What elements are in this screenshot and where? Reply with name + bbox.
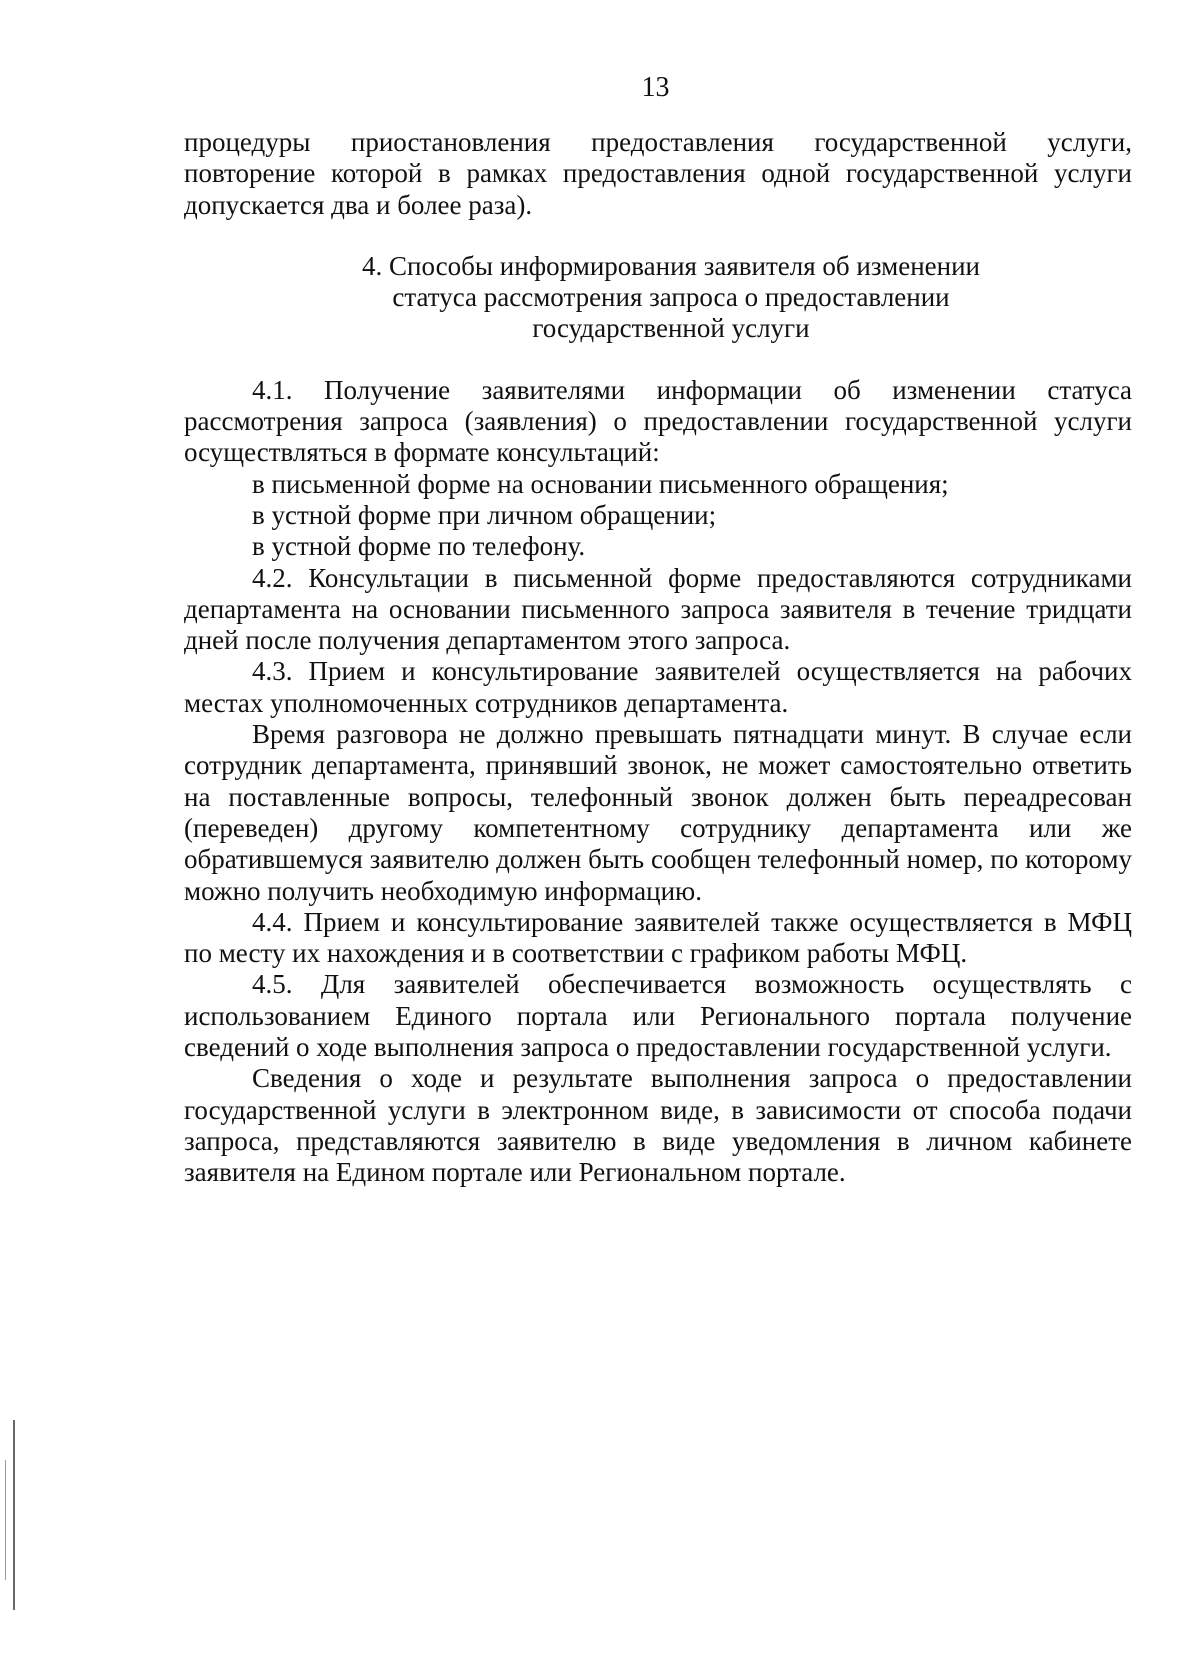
continued-paragraph: процедуры приостановления предоставления государственной услуги, повторение которой в рамках предоставления одной государственной услуги допускается два и более раза).	[184, 127, 1132, 220]
list-item-written-form: в письменной форме на основании письменного обращения;	[252, 468, 949, 499]
scan-edge-line	[13, 1420, 15, 1610]
list-item-oral-personal: в устной форме при личном обращении;	[252, 499, 717, 530]
paragraph-electronic-status: Сведения о ходе и результате выполнения запроса о предоставлении государственной услуги в электронном виде, в зависимости от способа подачи запроса, представляются заявителю в виде уведомления в личном кабинете заявителя на Едином портале или Региональном портале.	[184, 1063, 1132, 1188]
page-number: 13	[641, 72, 670, 103]
paragraph-4-5: 4.5. Для заявителей обеспечивается возможность осуществлять с использованием Единого портала или Регионального портала получение сведений о ходе выполнения запроса о предоставлении государственной услуги.	[184, 969, 1132, 1063]
paragraph-4-3: 4.3. Прием и консультирование заявителей осуществляется на рабочих местах уполномоченных сотрудников департамента.	[184, 656, 1132, 718]
scan-edge-line	[5, 1460, 6, 1580]
section-heading-line: 4. Способы информирования заявителя об изменении	[362, 250, 980, 281]
paragraph-call-duration: Время разговора не должно превышать пятнадцати минут. В случае если сотрудник департамента, принявший звонок, не может самостоятельно ответить на поставленные вопросы, телефонный звонок должен быть переадресован (переведен) другому компетентному сотруднику департамента или же обратившемуся заявителю должен быть сообщен телефонный номер, по которому можно получить необходимую информацию.	[184, 719, 1132, 906]
section-heading	[184, 251, 1132, 345]
paragraph-4-4: 4.4. Прием и консультирование заявителей также осуществляется в МФЦ по месту их нахождения и в соответствии с графиком работы МФЦ.	[184, 906, 1132, 969]
section-heading-line: государственной услуги	[532, 313, 810, 344]
paragraph-4-1: 4.1. Получение заявителями информации об изменении статуса рассмотрения запроса (заявления) о предоставлении государственной услуги осуществляться в формате консультаций:	[184, 374, 1132, 468]
list-item-oral-phone: в устной форме по телефону.	[252, 531, 586, 562]
paragraph-4-2: 4.2. Консультации в письменной форме предоставляются сотрудниками департамента на основании письменного запроса заявителя в течение тридцати дней после получения департаментом этого запроса.	[184, 562, 1132, 656]
section-heading-line: статуса рассмотрения запроса о предоставлении	[392, 282, 950, 313]
document-body	[184, 127, 1132, 1189]
